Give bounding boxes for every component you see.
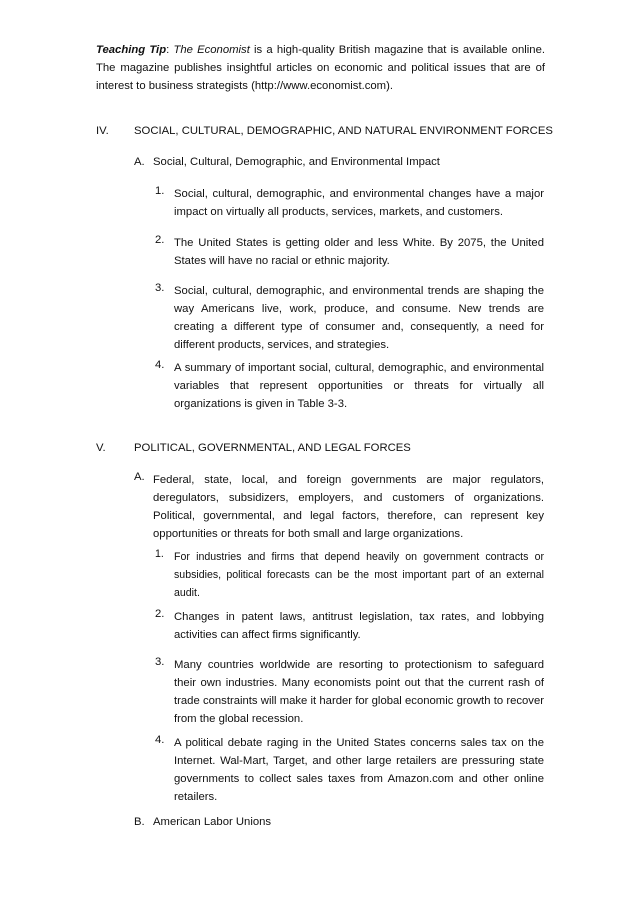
section-v-number: V. (96, 442, 106, 454)
section-v-sub-b-number: B. (134, 816, 145, 828)
v-item-3-number: 3. (155, 656, 165, 668)
v-item-1-number: 1. (155, 548, 164, 560)
v-item-2-number: 2. (155, 608, 165, 620)
iv-item-4-text: A summary of important social, cultural, demographic, and environmental variables that represent opportunities or threats for virtually all organizations is given in Table 3-3. (174, 362, 544, 410)
section-iv-sub-a-title: Social, Cultural, Demographic, and Environmental Impact (153, 156, 440, 168)
iv-item-3-text: Social, cultural, demographic, and environmental trends are shaping the way Americans live, work, produce, and consume. New trends are creating a different type of consumer and, consequently, a need for different products, services, and strategies. (174, 285, 544, 351)
section-v-sub-a-number: A. (134, 471, 145, 483)
iv-item-1-text: Social, cultural, demographic, and environmental changes have a major impact on virtually all products, services, markets, and customers. (174, 188, 544, 218)
section-v-sub-a-text: Federal, state, local, and foreign governments are major regulators, deregulators, subsidizers, employers, and customers of organizations. Political, governmental, and legal factors, therefore, can represent key opportunities or threats for both small and large organizations. (153, 474, 544, 540)
iv-item-2-number: 2. (155, 234, 165, 246)
teaching-tip-paragraph (96, 41, 545, 95)
v-item-4-number: 4. (155, 734, 165, 746)
iv-item-1-number: 1. (155, 185, 165, 197)
section-v-sub-b-title: American Labor Unions (153, 816, 272, 828)
iv-item-2-text: The United States is getting older and less White. By 2075, the United States will have no racial or ethnic majority. (174, 237, 544, 267)
section-iv-number: IV. (96, 125, 109, 137)
v-item-4-text: A political debate raging in the United States concerns sales tax on the Internet. Wal-Mart, Target, and other large retailers are pressuring state governments to collect sales taxes from Amazon.com and other online retailers. (174, 737, 544, 803)
iv-item-4-number: 4. (155, 359, 165, 371)
section-v-title: POLITICAL, GOVERNMENTAL, AND LEGAL FORCES (134, 442, 411, 454)
iv-item-3-number: 3. (155, 282, 165, 294)
section-iv-title: SOCIAL, CULTURAL, DEMOGRAPHIC, AND NATURAL ENVIRONMENT FORCES (134, 125, 553, 137)
teaching-tip-text: is a high-quality British magazine that is available online. The magazine publishes insightful articles on economic and political issues that are of interest to business strategists (http://www.economist.com). (96, 44, 546, 92)
v-item-3-text: Many countries worldwide are resorting to protectionism to safeguard their own industries. Many economists point out that the current rash of trade constraints will make it harder for global economic growth to recover from the global recession. (174, 659, 544, 725)
section-iv-sub-a-number: A. (134, 156, 145, 168)
teaching-tip-label: Teaching Tip (96, 44, 167, 56)
magazine-name: The Economist (173, 44, 250, 56)
teaching-tip-separator: : (166, 44, 174, 56)
v-item-2-text: Changes in patent laws, antitrust legislation, tax rates, and lobbying activities can affect firms significantly. (174, 611, 544, 641)
v-item-1-text: For industries and firms that depend heavily on government contracts or subsidies, political forecasts can be the most important part of an external audit. (174, 551, 544, 599)
